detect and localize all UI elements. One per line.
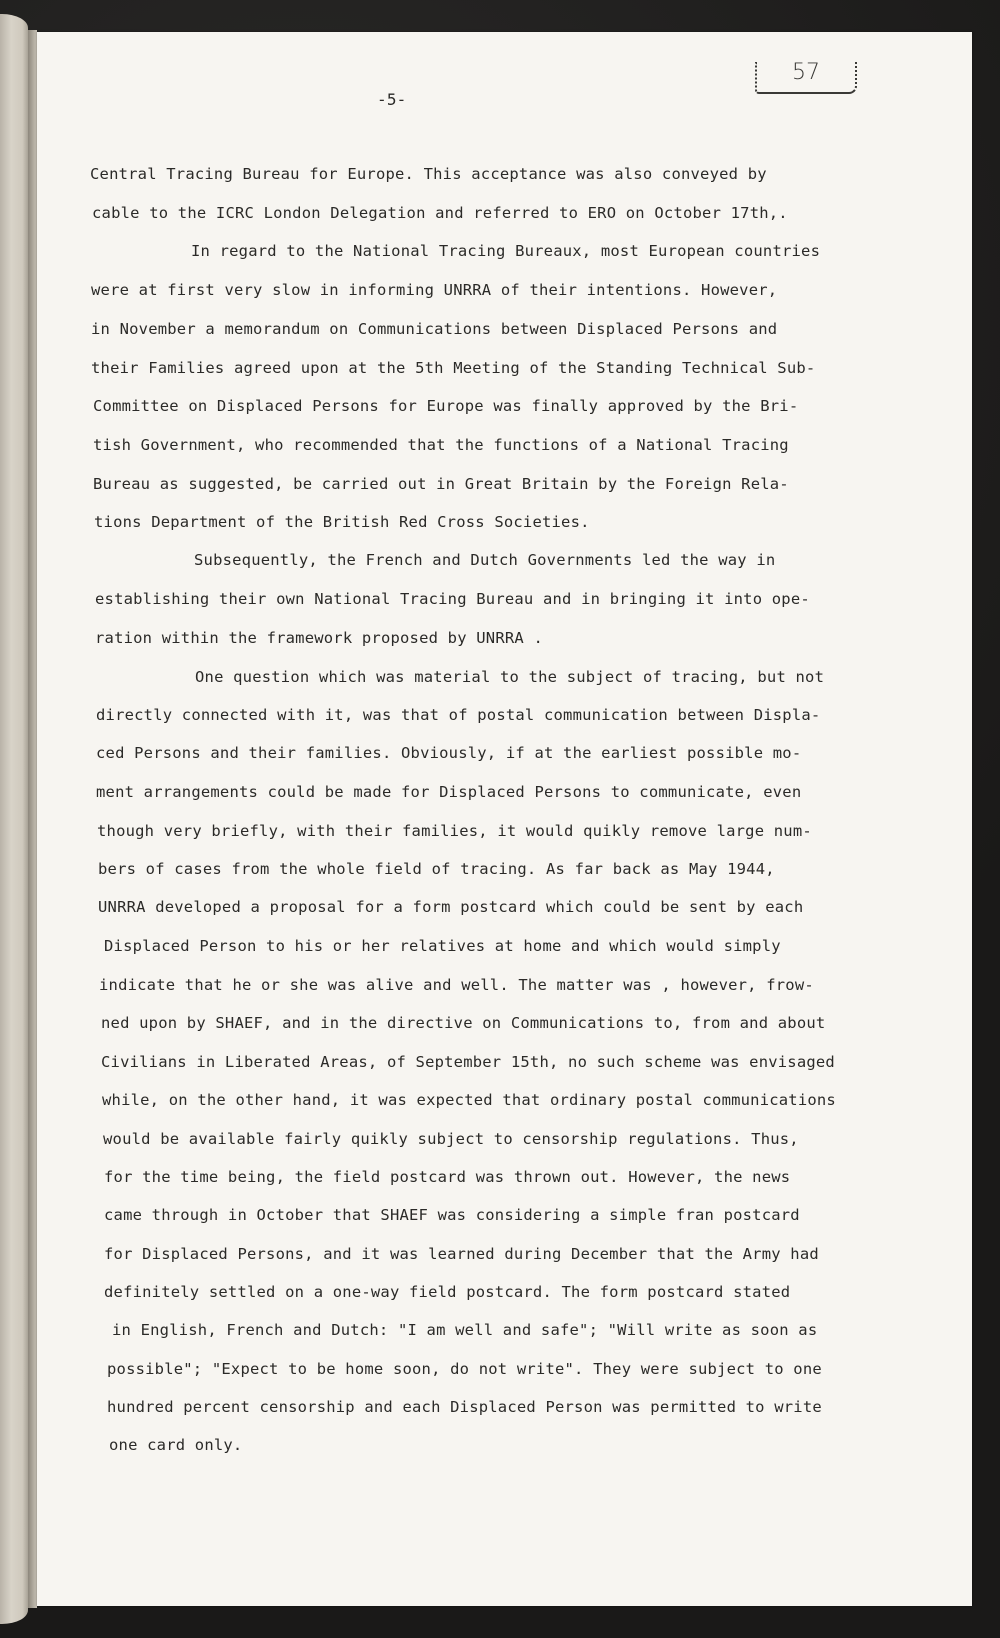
text-line: indicate that he or she was alive and well. The matter was , however, frow- [99, 976, 814, 994]
text-line: bers of cases from the whole field of tracing. As far back as May 1944, [98, 860, 775, 878]
text-line: though very briefly, with their families, it would quikly remove large num- [97, 822, 812, 840]
document-page [37, 32, 972, 1606]
text-line: In regard to the National Tracing Bureaux, most European countries [191, 242, 821, 260]
book-page-stack [0, 14, 28, 1624]
text-line: in English, French and Dutch: "I am well and safe"; "Will write as soon as [112, 1321, 818, 1339]
text-line: while, on the other hand, it was expected that ordinary postal communications [102, 1091, 836, 1109]
text-line: Central Tracing Bureau for Europe. This acceptance was also conveyed by [90, 165, 767, 183]
text-line: for the time being, the field postcard was thrown out. However, the news [104, 1168, 791, 1186]
text-line: Displaced Person to his or her relatives at home and which would simply [104, 937, 781, 955]
text-line: their Families agreed upon at the 5th Meeting of the Standing Technical Sub- [91, 359, 816, 377]
text-line: One question which was material to the subject of tracing, but not [195, 668, 825, 686]
text-line: establishing their own National Tracing Bureau and in bringing it into ope- [95, 590, 810, 608]
book-gutter [28, 30, 37, 1608]
text-line: Committee on Displaced Persons for Europe was finally approved by the Bri- [93, 397, 799, 415]
text-line: were at first very slow in informing UNRRA of their intentions. However, [91, 281, 778, 299]
text-line: would be available fairly quikly subject to censorship regulations. Thus, [103, 1130, 799, 1148]
text-line: ned upon by SHAEF, and in the directive on Communications to, from and about [101, 1014, 826, 1032]
text-line: ment arrangements could be made for Displaced Persons to communicate, even [96, 783, 802, 801]
typed-page-number: -5- [377, 90, 407, 109]
text-line: definitely settled on a one-way field postcard. The form postcard stated [104, 1283, 791, 1301]
text-line: tish Government, who recommended that the functions of a National Tracing [93, 436, 789, 454]
text-line: came through in October that SHAEF was considering a simple fran postcard [104, 1206, 800, 1224]
text-line: ration within the framework proposed by UNRRA . [95, 629, 543, 647]
text-line: one card only. [109, 1436, 243, 1454]
text-line: Subsequently, the French and Dutch Governments led the way in [194, 551, 776, 569]
text-line: cable to the ICRC London Delegation and referred to ERO on October 17th,. [92, 204, 788, 222]
text-line: Civilians in Liberated Areas, of September 15th, no such scheme was envisaged [101, 1053, 835, 1071]
text-line: in November a memorandum on Communications between Displaced Persons and [91, 320, 778, 338]
text-line: hundred percent censorship and each Displaced Person was permitted to write [107, 1398, 822, 1416]
stamped-page-number [755, 62, 857, 94]
text-line: ced Persons and their families. Obviously, if at the earliest possible mo- [96, 744, 802, 762]
text-line: tions Department of the British Red Cross Societies. [94, 513, 590, 531]
text-line: Bureau as suggested, be carried out in Great Britain by the Foreign Rela- [93, 475, 789, 493]
text-line: UNRRA developed a proposal for a form postcard which could be sent by each [98, 898, 804, 916]
text-line: directly connected with it, was that of postal communication between Displa- [96, 706, 821, 724]
stamped-page-number-text: 57 [792, 60, 820, 85]
text-line: for Displaced Persons, and it was learned during December that the Army had [104, 1245, 819, 1263]
text-line: possible"; "Expect to be home soon, do not write". They were subject to one [107, 1360, 822, 1378]
